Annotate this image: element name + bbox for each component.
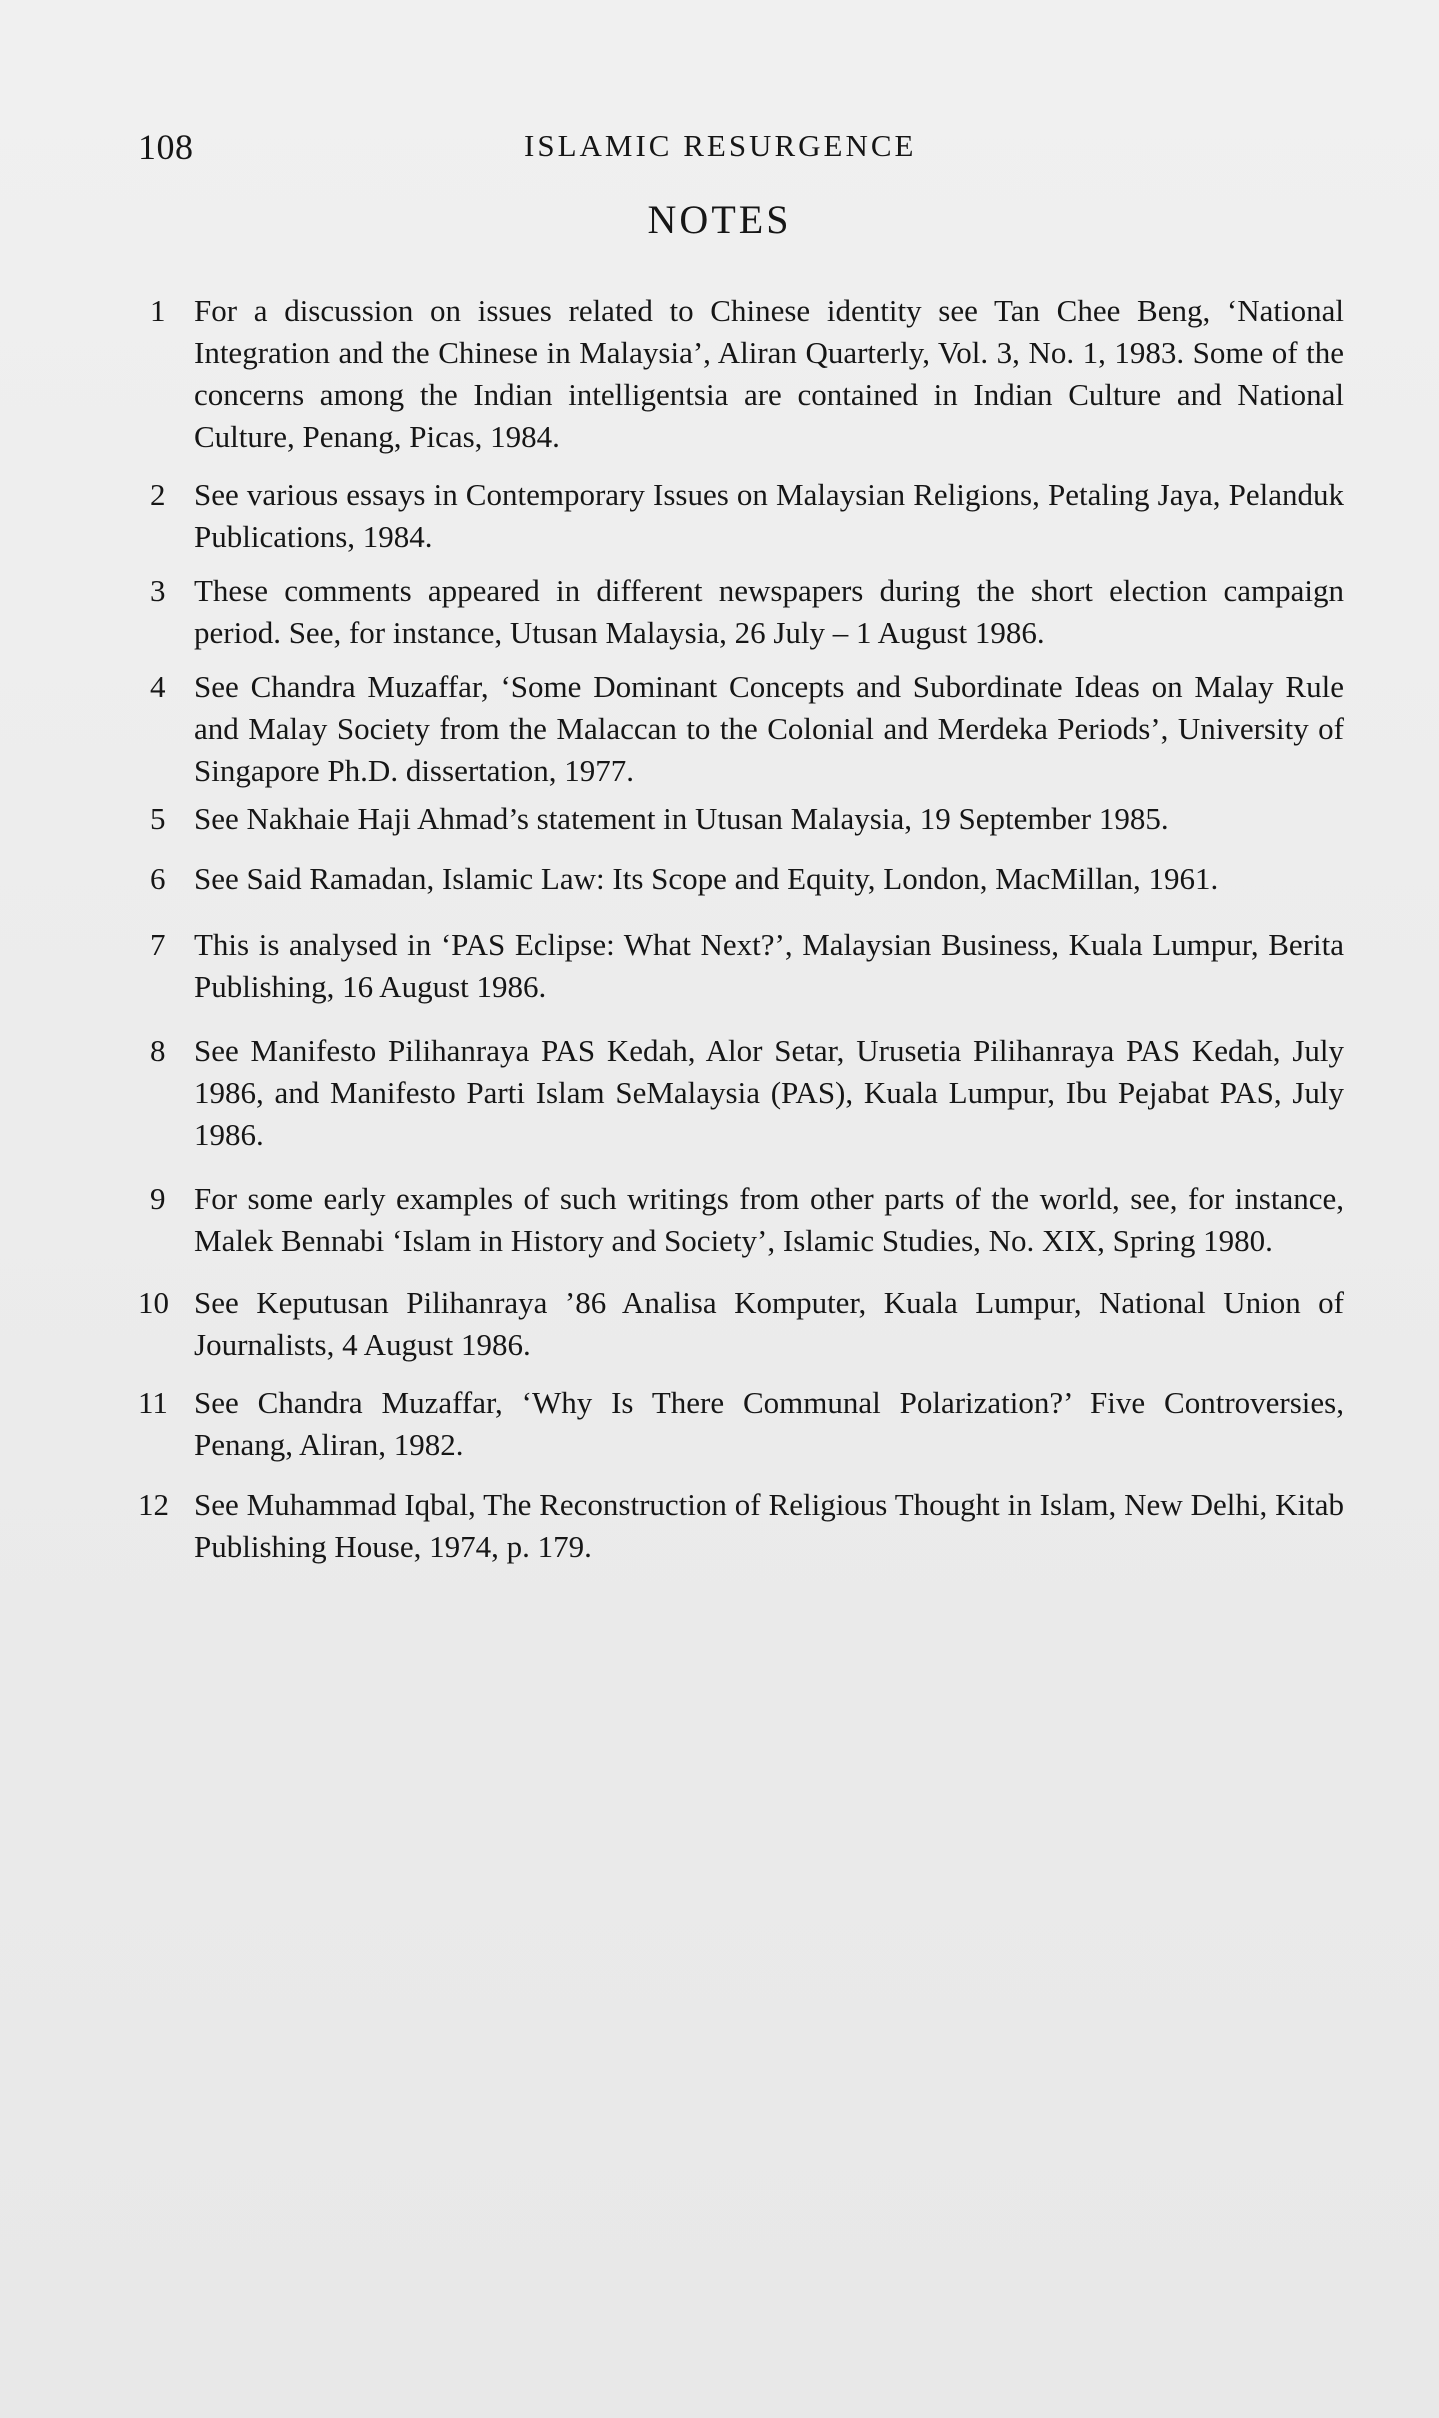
note-text: See Manifesto Pilihanraya PAS Kedah, Alor Setar, Urusetia Pilihanraya PAS Kedah, July 1986, and Manifesto Parti Islam SeMalaysia (PAS), Kuala Lumpur, Ibu Pejabat PAS, July 1986. [194, 1033, 1344, 1152]
notes-title: NOTES [647, 197, 792, 242]
note-text: See Chandra Muzaffar, ‘Why Is There Communal Polarization?’ Five Controversies, Penang, Aliran, 1982. [194, 1385, 1344, 1462]
note-number: 2 [150, 477, 166, 512]
note-item [138, 1484, 1344, 1568]
note-item [150, 474, 1344, 558]
note-number: 8 [150, 1033, 166, 1068]
note-text: For some early examples of such writings from other parts of the world, see, for instance, Malek Bennabi ‘Islam in History and Society’, Islamic Studies, No. XIX, Spring 1980. [194, 1181, 1344, 1258]
note-number: 3 [150, 573, 166, 608]
note-item [138, 1382, 1344, 1466]
note-text: For a discussion on issues related to Chinese identity see Tan Chee Beng, ‘National Integration and the Chinese in Malaysia’, Aliran Quarterly, Vol. 3, No. 1, 1983. Some of the concerns among the Indian intelligentsia are contained in Indian Culture and National Culture, Penang, Picas, 1984. [194, 293, 1344, 454]
note-item [150, 858, 1344, 900]
page-number: 108 [138, 127, 194, 167]
note-text: See Keputusan Pilihanraya ’86 Analisa Komputer, Kuala Lumpur, National Union of Journalists, 4 August 1986. [194, 1285, 1344, 1362]
running-head: ISLAMIC RESURGENCE [524, 128, 917, 163]
page-header [138, 126, 1348, 172]
note-item [150, 1178, 1344, 1262]
note-item [150, 666, 1344, 792]
note-text: These comments appeared in different newspapers during the short election campaign period. See, for instance, Utusan Malaysia, 26 July – 1 August 1986. [194, 573, 1344, 650]
note-text: See Muhammad Iqbal, The Reconstruction of Religious Thought in Islam, New Delhi, Kitab Publishing House, 1974, p. 179. [194, 1487, 1344, 1564]
note-number: 5 [150, 801, 166, 836]
note-number: 6 [150, 861, 166, 896]
note-number: 12 [138, 1487, 169, 1522]
note-number: 4 [150, 669, 166, 704]
note-item [150, 798, 1344, 840]
note-item [150, 290, 1344, 458]
note-number: 9 [150, 1181, 166, 1216]
note-text: See Chandra Muzaffar, ‘Some Dominant Concepts and Subordinate Ideas on Malay Rule and Malay Society from the Malaccan to the Colonial and Merdeka Periods’, University of Singapore Ph.D. dissertation, 1977. [194, 669, 1344, 788]
note-number: 11 [138, 1385, 168, 1420]
note-item [138, 1282, 1344, 1366]
note-item [150, 924, 1344, 1008]
note-text: See various essays in Contemporary Issues on Malaysian Religions, Petaling Jaya, Pelanduk Publications, 1984. [194, 477, 1344, 554]
note-number: 7 [150, 927, 166, 962]
note-text: This is analysed in ‘PAS Eclipse: What Next?’, Malaysian Business, Kuala Lumpur, Berita Publishing, 16 August 1986. [194, 927, 1344, 1004]
note-text: See Said Ramadan, Islamic Law: Its Scope and Equity, London, MacMillan, 1961. [194, 861, 1219, 896]
note-item [150, 1030, 1344, 1156]
note-text: See Nakhaie Haji Ahmad’s statement in Utusan Malaysia, 19 September 1985. [194, 801, 1169, 836]
notes-list [138, 290, 1344, 1568]
note-number: 10 [138, 1285, 169, 1320]
note-item [150, 570, 1344, 654]
note-number: 1 [150, 293, 166, 328]
